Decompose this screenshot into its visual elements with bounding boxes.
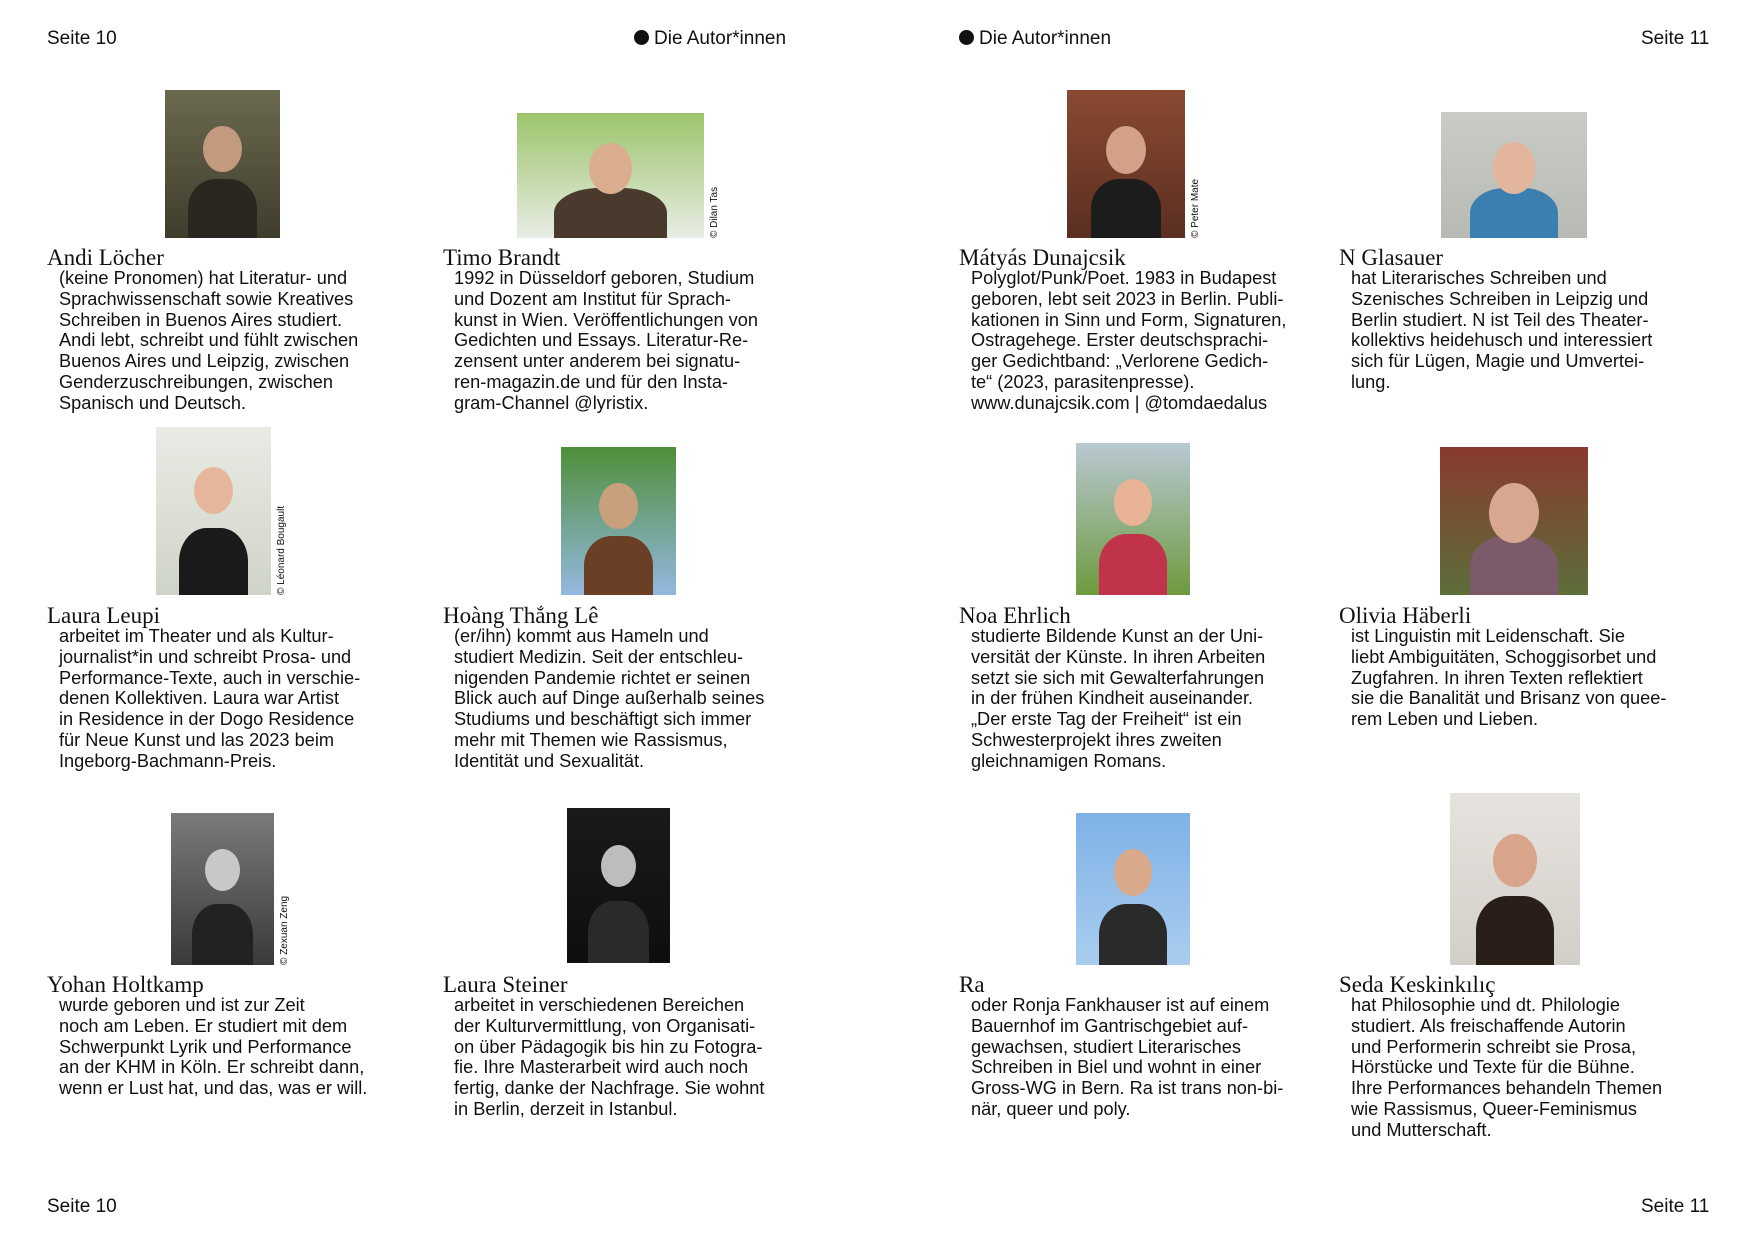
portrait-body-shape <box>588 901 650 963</box>
author-bio-line: Studiums und beschäftigt sich immer <box>454 709 752 730</box>
author-bio-line: 1992 in Düsseldorf geboren, Studium <box>454 268 755 288</box>
author-bio-line: Bauernhof im Gantrischgebiet auf- <box>971 1015 1249 1036</box>
author-bio-line: setzt sie sich mit Gewalterfahrungen <box>971 667 1265 688</box>
author-name: Timo Brandt <box>443 245 561 270</box>
author-bio-line: Identität und Sexualität. <box>454 750 645 771</box>
author-bio-line: Sprachwissenschaft sowie Kreatives <box>59 288 354 309</box>
author-bio-line: in Berlin, derzeit in Istanbul. <box>454 1098 678 1119</box>
author-bio-line: Buenos Aires und Leipzig, zwischen <box>59 351 350 372</box>
author-bio-line: Ihre Performances behandeln Themen <box>1351 1078 1663 1099</box>
author-bio-line: te“ (2023, parasitenpresse). <box>971 371 1195 392</box>
author-bio-line: und Dozent am Institut für Sprach- <box>454 288 731 309</box>
author-bio <box>454 626 764 772</box>
author-name: Hoàng Thắng Lê <box>443 603 599 628</box>
right-section-title-text: Die Autor*innen <box>979 28 1112 49</box>
author-bio-line: sie die Banalität und Brisanz von quee- <box>1351 688 1667 709</box>
portrait-head-shape <box>1493 834 1537 887</box>
author-name: Noa Ehrlich <box>959 603 1071 628</box>
author-bio-line: Schreiben in Biel und wohnt in einer <box>971 1057 1262 1078</box>
author-portrait-photo <box>165 90 280 238</box>
author-bio-line: arbeitet in verschiedenen Bereichen <box>454 995 745 1015</box>
author-bio-line: mehr mit Themen wie Rassismus, <box>454 729 728 750</box>
author-bio-line: fertig, danke der Nachfrage. Sie wohnt <box>454 1078 765 1099</box>
author-bio-line: liebt Ambiguitäten, Schoggisorbet und <box>1351 646 1657 667</box>
portrait-body-shape <box>584 536 653 595</box>
author-bio <box>1351 995 1662 1141</box>
author-name: Olivia Häberli <box>1339 603 1472 628</box>
author-bio-line: nigenden Pandemie richtet er seinen <box>454 667 751 688</box>
author-name: Laura Steiner <box>443 972 568 997</box>
portrait-body-shape <box>192 904 254 965</box>
author-portrait-photo <box>171 813 274 965</box>
author-bio-line: Performance-Texte, auch in verschie- <box>59 667 361 688</box>
author-portrait-photo <box>1441 112 1587 238</box>
author-name: Seda Keskinkılıç <box>1339 972 1496 997</box>
author-bio-line: wie Rassismus, Queer-Feminismus <box>1351 1098 1638 1119</box>
author-bio-line: in der frühen Kindheit auseinander. <box>971 688 1254 709</box>
author-bio-line: in Residence in der Dogo Residence <box>59 709 355 730</box>
author-bio-line: Berlin studiert. N ist Teil des Theater- <box>1351 309 1649 330</box>
author-bio-line: fie. Ihre Masterarbeit wird auch noch <box>454 1057 749 1078</box>
author-bio-line: on über Pädagogik bis hin zu Fotogra- <box>454 1036 763 1057</box>
author-bio-line: Spanisch und Deutsch. <box>59 392 247 413</box>
author-portrait-photo <box>561 447 676 595</box>
portrait-head-shape <box>1114 849 1153 896</box>
author-bio-line: Schreiben in Buenos Aires studiert. <box>59 309 343 330</box>
author-bio-line: (keine Pronomen) hat Literatur- und <box>59 268 348 288</box>
author-bio-line: Schwesterprojekt ihres zweiten <box>971 729 1222 750</box>
author-bio <box>454 995 764 1120</box>
author-name: N Glasauer <box>1339 245 1444 270</box>
author-bio-line: und Performerin schreibt sie Prosa, <box>1351 1036 1637 1057</box>
portrait-head-shape <box>205 849 240 891</box>
author-bio-line: ger Gedichtband: „Verlorene Gedich- <box>971 351 1269 372</box>
portrait-body-shape <box>1091 179 1162 238</box>
author-bio-line: Ostragehege. Erster deutschsprachi- <box>971 330 1269 351</box>
author-bio-line: und Mutterschaft. <box>1351 1119 1492 1140</box>
author-name: Ra <box>959 972 985 997</box>
author-bio-line: „Der erste Tag der Freiheit“ ist ein <box>971 709 1242 730</box>
author-bio-line: journalist*in und schreibt Prosa- und <box>59 646 352 667</box>
author-bio <box>971 626 1265 772</box>
author-bio <box>1351 268 1652 393</box>
author-portrait-photo <box>1076 813 1190 965</box>
right-section-title <box>959 27 1111 51</box>
author-portrait-photo <box>156 427 271 595</box>
portrait-body-shape <box>1470 536 1559 595</box>
portrait-head-shape <box>599 483 638 530</box>
portrait-body-shape <box>179 528 248 595</box>
author-bio-line: zensent unter anderem bei signatu- <box>454 351 741 372</box>
portrait-head-shape <box>1114 479 1153 526</box>
author-bio-line: geboren, lebt seit 2023 in Berlin. Publi- <box>971 288 1284 309</box>
bullet-dot-icon <box>959 30 974 45</box>
author-bio-line: Schwerpunkt Lyrik und Performance <box>59 1036 352 1057</box>
author-bio-line: hat Literarisches Schreiben und <box>1351 268 1607 288</box>
author-bio-line: kunst in Wien. Veröffentlichungen von <box>454 309 758 330</box>
author-portrait-photo <box>517 113 704 238</box>
author-name: Andi Löcher <box>47 245 164 270</box>
author-bio <box>454 268 758 414</box>
author-bio-line: lung. <box>1351 371 1391 392</box>
author-bio-line: Gross-WG in Bern. Ra ist trans non-bi- <box>971 1078 1284 1099</box>
author-bio-line: ren-magazin.de und für den Insta- <box>454 371 728 392</box>
photo-credit: © Peter Mate <box>1190 178 1201 238</box>
portrait-head-shape <box>1106 126 1146 174</box>
author-bio <box>971 995 1283 1120</box>
left-section-title <box>634 27 786 51</box>
author-bio-line: studierte Bildende Kunst an der Uni- <box>971 626 1264 646</box>
author-bio-line: gram-Channel @lyristix. <box>454 392 649 413</box>
author-bio-line: Polyglot/Punk/Poet. 1983 in Budapest <box>971 268 1277 288</box>
portrait-body-shape <box>1099 534 1167 595</box>
left-footer-page-number: Seite 10 <box>47 1196 117 1217</box>
author-bio-line: Genderzuschreibungen, zwischen <box>59 371 333 392</box>
author-bio-line: kollektivs heidehusch und interessiert <box>1351 330 1653 351</box>
author-bio-line: när, queer und poly. <box>971 1098 1131 1119</box>
author-bio-line: noch am Leben. Er studiert mit dem <box>59 1015 348 1036</box>
author-bio-line: versität der Künste. In ihren Arbeiten <box>971 646 1266 667</box>
portrait-head-shape <box>194 467 233 514</box>
author-bio-line: arbeitet im Theater und als Kultur- <box>59 626 334 646</box>
author-bio-line: studiert Medizin. Seit der entschleu- <box>454 646 744 667</box>
author-bio <box>971 268 1286 414</box>
author-bio-line: ist Linguistin mit Leidenschaft. Sie <box>1351 626 1625 646</box>
author-portrait-photo <box>567 808 670 963</box>
author-bio-line: wurde geboren und ist zur Zeit <box>59 995 305 1015</box>
author-bio-line: Gedichten und Essays. Literatur-Re- <box>454 330 749 351</box>
left-header-page-number: Seite 10 <box>47 28 117 49</box>
author-bio-line: www.dunajcsik.com | @tomdaedalus <box>971 392 1268 413</box>
portrait-head-shape <box>1493 142 1536 193</box>
author-bio-line: wenn er Lust hat, und das, was er will. <box>59 1078 368 1099</box>
author-bio-line: Andi lebt, schreibt und fühlt zwischen <box>59 330 359 351</box>
portrait-body-shape <box>188 179 257 238</box>
author-bio-line: hat Philosophie und dt. Philologie <box>1351 995 1620 1015</box>
author-bio <box>59 626 360 772</box>
right-header-page-number: Seite 11 <box>1641 28 1710 49</box>
author-bio <box>1351 626 1666 730</box>
author-bio-line: Hörstücke und Texte für die Bühne. <box>1351 1057 1635 1078</box>
author-name: Laura Leupi <box>47 603 161 628</box>
photo-credit: © Léonard Bougault <box>276 505 287 595</box>
portrait-head-shape <box>589 143 632 194</box>
author-bio-line: Ingeborg-Bachmann-Preis. <box>59 750 277 771</box>
author-bio-line: studiert. Als freischaffende Autorin <box>1351 1015 1626 1036</box>
author-bio <box>59 268 358 414</box>
author-bio-line: (er/ihn) kommt aus Hameln und <box>454 626 709 646</box>
photo-credit: © Dilan Tas <box>709 186 720 238</box>
author-bio-line: sich für Lügen, Magie und Umvertei- <box>1351 351 1645 372</box>
portrait-body-shape <box>1470 188 1558 238</box>
left-section-title-text: Die Autor*innen <box>654 28 787 49</box>
author-portrait-photo <box>1440 447 1588 595</box>
author-portrait-photo <box>1450 793 1580 965</box>
photo-credit: © Zexuan Zeng <box>279 895 290 965</box>
author-bio-line: Szenisches Schreiben in Leipzig und <box>1351 288 1649 309</box>
portrait-head-shape <box>1489 483 1539 543</box>
author-name: Mátyás Dunajcsik <box>959 245 1126 270</box>
author-bio-line: denen Kollektiven. Laura war Artist <box>59 688 340 709</box>
portrait-body-shape <box>1476 896 1554 965</box>
author-portrait-photo <box>1076 443 1190 595</box>
author-name: Yohan Holtkamp <box>47 972 204 997</box>
author-bio-line: Zugfahren. In ihren Texten reflektiert <box>1351 667 1643 688</box>
portrait-head-shape <box>601 845 636 887</box>
portrait-body-shape <box>554 188 666 238</box>
author-bio-line: gewachsen, studiert Literarisches <box>971 1036 1241 1057</box>
right-footer-page-number: Seite 11 <box>1641 1196 1710 1217</box>
author-bio-line: gleichnamigen Romans. <box>971 750 1167 771</box>
author-bio-line: der Kulturvermittlung, von Organisati- <box>454 1015 756 1036</box>
portrait-body-shape <box>1099 904 1167 965</box>
author-bio-line: für Neue Kunst und las 2023 beim <box>59 729 335 750</box>
author-bio-line: oder Ronja Fankhauser ist auf einem <box>971 995 1270 1015</box>
author-bio-line: Blick auch auf Dinge außerhalb seines <box>454 688 765 709</box>
author-bio-line: an der KHM in Köln. Er schreibt dann, <box>59 1057 365 1078</box>
author-bio <box>59 995 367 1099</box>
portrait-head-shape <box>203 126 242 173</box>
author-portrait-photo <box>1067 90 1185 238</box>
author-bio-line: kationen in Sinn und Form, Signaturen, <box>971 309 1287 330</box>
bullet-dot-icon <box>634 30 649 45</box>
author-bio-line: rem Leben und Lieben. <box>1351 709 1539 730</box>
